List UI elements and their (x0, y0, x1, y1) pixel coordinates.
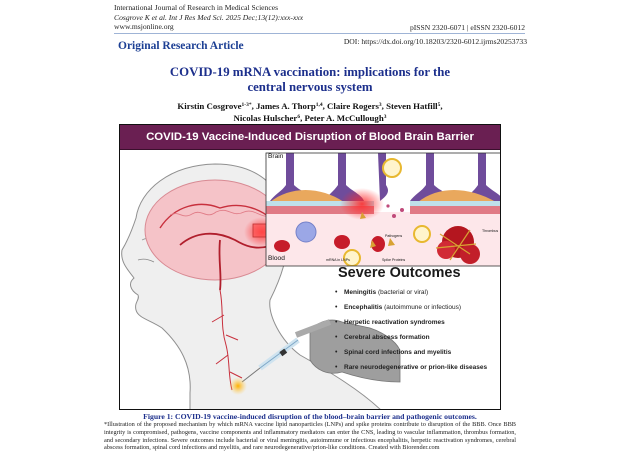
outcome-name: Rare neurodegenerative or prion-like diseases (344, 364, 488, 371)
author-affiliation: 1,4 (315, 102, 323, 108)
bbb-inset (266, 153, 501, 266)
outcome-name: Herpetic reactivation syndromes (344, 319, 445, 326)
figure-1 (119, 124, 501, 410)
outcome-item (333, 364, 498, 372)
author-name: James A. Thorp (256, 101, 316, 111)
journal-name: International Journal of Research in Medical Sciences (114, 3, 279, 12)
outcomes-list (333, 289, 498, 372)
journal-website[interactable]: www.msjonline.org (114, 22, 174, 32)
inset-label-blood: Blood (268, 255, 285, 262)
outcome-detail: (autoimmune or infectious) (382, 304, 462, 311)
inset-label-spike-proteins: Spike Proteins (382, 258, 406, 262)
journal-citation: Cosgrove K et al. Int J Res Med Sci. 2025 Dec;13(12):xxx-xxx (114, 12, 304, 22)
inset-label-mrna-lnps: mRNA in LNPs (326, 258, 350, 262)
author-affiliation: 3 (378, 102, 382, 108)
outcome-name: Encephalitis (344, 304, 383, 311)
inset-label-thrombus: Thrombus (482, 229, 499, 233)
article-type: Original Research Article (118, 40, 244, 52)
journal-info (114, 3, 303, 32)
outcome-item (333, 334, 498, 342)
outcome-item (333, 289, 498, 297)
author-affiliation: 6 (297, 113, 301, 120)
author-separator: , (440, 101, 443, 111)
title-line-2: central nervous system (247, 80, 373, 94)
figure-caption-body: *Illustration of the proposed mechanism by which mRNA vaccine lipid nanoparticles (LNPs) and spike proteins contribute to disruption of the BBB. Once BBB integrity is compromised, pathogens, vaccine components and inflammatory mediators can enter the CNS, leading to vascular inflammation, thrombus formation, and secondary infections. Severe outcomes include bacterial or viral meningitis, autoimmune or infectious encephalitis, herpetic reactivation syndromes, cerebral abscess formation, spinal cord infections and myelitis, and rare neurodegenerative/prion-like conditions. Created with Biorender.com (104, 421, 516, 452)
injection-site-icon (229, 377, 247, 395)
title-line-1: COVID-19 mRNA vaccination: implications for the (169, 65, 451, 79)
outcome-name: Cerebral abscess formation (344, 334, 430, 341)
author-name: Steven Hatfill (386, 101, 438, 111)
inset-label-pathogens: Pathogens (385, 234, 403, 238)
outcome-name: Meningitis (344, 289, 377, 296)
author-name: Nicolas Hulscher (233, 112, 298, 123)
author-name: Claire Rogers (327, 101, 379, 111)
author-line-2 (60, 112, 560, 124)
author-separator: , (251, 101, 257, 111)
author-name: Kirstin Cosgrove (177, 101, 242, 111)
author-separator: , (322, 101, 328, 111)
author-name: Peter A. McCullough (304, 112, 384, 123)
author-line-1 (60, 100, 560, 112)
figure-caption-title: Figure 1: COVID-19 vaccine-induced disruption of the blood–brain barrier and pathogenic outcomes. (143, 412, 477, 421)
header-divider (114, 33, 525, 34)
figure-banner-title: COVID-19 Vaccine-Induced Disruption of Blood Brain Barrier (120, 125, 500, 150)
outcome-detail: (bacterial or viral) (376, 289, 429, 296)
severe-outcomes-title: Severe Outcomes (338, 265, 461, 281)
author-separator: , (381, 101, 387, 111)
author-affiliation: 3 (383, 113, 387, 120)
outcome-item (333, 304, 498, 312)
inset-label-brain: Brain (268, 153, 284, 160)
issn: pISSN 2320-6071 | eISSN 2320-6012 (409, 23, 525, 32)
article-title (60, 65, 560, 95)
author-affiliation: 1-3* (241, 102, 252, 108)
doi-link[interactable]: DOI: https://dx.doi.org/10.18203/2320-6012.ijrms20253733 (343, 37, 527, 46)
author-affiliation: 5 (437, 102, 441, 108)
severe-outcomes-panel (333, 265, 498, 379)
outcome-item (333, 349, 498, 357)
author-separator: , (300, 112, 305, 123)
outcome-name: Spinal cord infections and myelitis (344, 349, 452, 356)
author-list (60, 100, 560, 123)
outcome-item (333, 319, 498, 327)
